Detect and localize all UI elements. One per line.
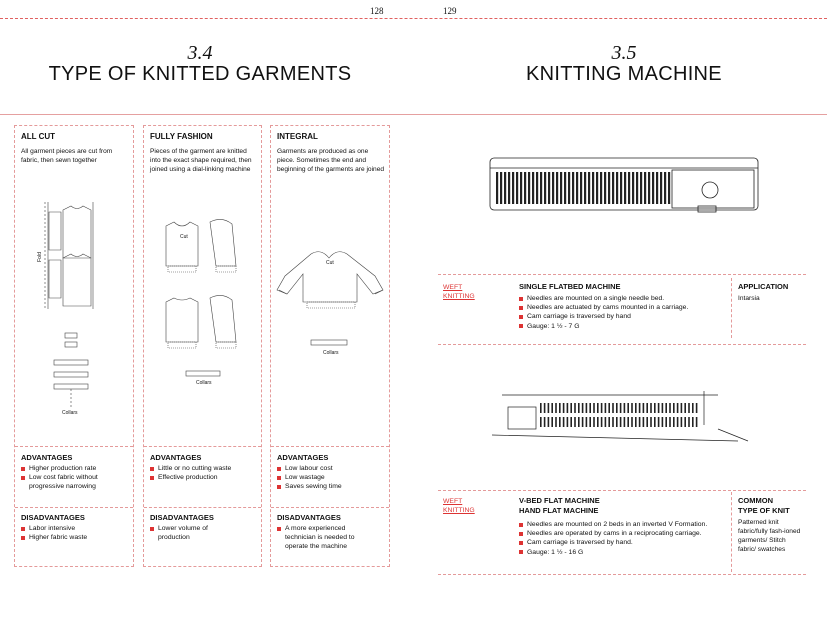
needle-stripe <box>616 417 618 427</box>
needle-stripe <box>600 172 602 204</box>
needle-stripe <box>574 403 576 413</box>
needle-stripe <box>644 172 646 204</box>
machine-1-bullets <box>519 294 729 331</box>
needle-stripe <box>548 417 550 427</box>
page-number-right: 129 <box>443 6 457 16</box>
category-line: KNITTING <box>443 507 475 514</box>
needle-stripe <box>608 172 610 204</box>
list-item: Saves sewing time <box>277 482 385 491</box>
list-item: Gauge: 1 ½ - 7 G <box>519 322 729 331</box>
needle-stripe <box>508 172 510 204</box>
machine-1-bottom-divider <box>438 344 806 345</box>
needle-stripe <box>540 403 542 413</box>
needle-stripe <box>555 403 557 413</box>
disadvantages-heading: DISADVANTAGES <box>21 513 85 522</box>
card-fully-fashion <box>143 125 262 567</box>
v-bed-flat-machine-illustration <box>488 385 768 450</box>
needle-stripe <box>662 417 664 427</box>
needle-stripe <box>635 417 637 427</box>
section-title-right: KNITTING MACHINE <box>526 63 722 85</box>
disadvantages-list <box>150 524 240 542</box>
machine-2-bottom-divider <box>438 574 806 575</box>
divider <box>15 507 133 508</box>
needle-stripe <box>673 403 675 413</box>
divider <box>144 446 261 447</box>
needle-stripe <box>589 417 591 427</box>
needle-stripe <box>536 172 538 204</box>
needle-stripe <box>684 417 686 427</box>
advantages-list <box>277 464 385 492</box>
needle-stripe <box>669 403 671 413</box>
needle-stripe <box>688 417 690 427</box>
list-item: Needles are mounted on a single needle bed. <box>519 294 729 303</box>
needle-stripe <box>631 417 633 427</box>
needle-stripe <box>578 417 580 427</box>
needle-stripe <box>646 403 648 413</box>
needle-stripe <box>516 172 518 204</box>
needle-stripe <box>544 172 546 204</box>
needle-stripe <box>512 172 514 204</box>
needle-stripe <box>524 172 526 204</box>
needle-stripe <box>551 417 553 427</box>
needle-stripe <box>624 403 626 413</box>
needle-stripe <box>593 417 595 427</box>
advantages-heading: ADVANTAGES <box>21 453 73 462</box>
needle-stripe <box>586 417 588 427</box>
advantages-list <box>150 464 258 482</box>
needle-stripe <box>601 417 603 427</box>
needle-stripe <box>576 172 578 204</box>
list-item: Labor intensive <box>21 524 129 533</box>
advantages-list <box>21 464 129 492</box>
needle-stripe <box>681 403 683 413</box>
list-item: Needles are operated by cams in a reciprocating carriage. <box>519 529 731 538</box>
card-description: Garments are produced as one piece. Sometimes the end and beginning of the garments are joined <box>277 148 385 173</box>
needle-stripe <box>578 403 580 413</box>
needle-stripe <box>560 172 562 204</box>
machine-1-side-divider <box>731 278 732 338</box>
needle-stripe <box>552 172 554 204</box>
title-line: COMMON <box>738 496 773 505</box>
needle-stripe <box>500 172 502 204</box>
needle-stripe <box>540 417 542 427</box>
needle-stripe <box>551 403 553 413</box>
needle-stripe <box>608 403 610 413</box>
needle-stripe <box>532 172 534 204</box>
needle-stripe <box>563 403 565 413</box>
list-item: Lower volume of production <box>150 524 240 542</box>
title-line: HAND FLAT MACHINE <box>519 506 599 515</box>
needle-stripe <box>616 172 618 204</box>
needle-stripe <box>656 172 658 204</box>
machine-2-side-divider <box>731 492 732 572</box>
needle-stripe <box>620 172 622 204</box>
needle-stripe <box>635 403 637 413</box>
needle-stripe <box>592 172 594 204</box>
top-rule <box>0 18 827 19</box>
needle-stripe <box>628 172 630 204</box>
needle-stripe <box>556 172 558 204</box>
needle-stripe <box>612 172 614 204</box>
needle-stripe <box>555 417 557 427</box>
cut-label: Cut <box>326 260 334 266</box>
needle-stripe <box>570 403 572 413</box>
title-line: TYPE OF KNIT <box>738 506 790 515</box>
needle-stripe <box>605 403 607 413</box>
card-title: FULLY FASHION <box>150 132 213 141</box>
card-integral <box>270 125 390 567</box>
needle-stripe <box>646 417 648 427</box>
needle-stripe <box>681 417 683 427</box>
list-item: Cam carriage is traversed by hand. <box>519 538 731 547</box>
needle-stripe <box>660 172 662 204</box>
needle-stripe <box>677 403 679 413</box>
list-item: Little or no cutting waste <box>150 464 258 473</box>
card-description: All garment pieces are cut from fabric, then sewn together <box>21 148 113 164</box>
needle-stripe <box>627 417 629 427</box>
machine-1-side-text: Intarsia <box>738 295 760 302</box>
list-item: Higher production rate <box>21 464 129 473</box>
needle-stripe <box>650 417 652 427</box>
needle-stripe <box>496 172 498 204</box>
machine-1-side-title: APPLICATION <box>738 282 789 291</box>
category-line: WEFT <box>443 284 463 291</box>
list-item: Low wastage <box>277 473 385 482</box>
list-item: Needles are actuated by cams mounted in a carriage. <box>519 303 729 312</box>
needle-stripe <box>597 417 599 427</box>
needle-stripe <box>624 417 626 427</box>
divider <box>144 507 261 508</box>
needle-stripe <box>688 403 690 413</box>
list-item: Higher fabric waste <box>21 533 129 542</box>
needle-stripe <box>620 403 622 413</box>
needle-stripe <box>593 403 595 413</box>
needle-stripe <box>631 403 633 413</box>
needle-stripe <box>548 403 550 413</box>
needle-stripe <box>643 403 645 413</box>
card-title: ALL CUT <box>21 132 56 141</box>
needle-stripe <box>662 403 664 413</box>
needle-stripe <box>636 172 638 204</box>
needle-stripe <box>624 172 626 204</box>
machine-2-title <box>519 496 600 516</box>
collars-label: Collars <box>62 410 78 416</box>
list-item: Needles are mounted on 2 beds in an inverted V Formation. <box>519 520 731 529</box>
disadvantages-heading: DISADVANTAGES <box>150 513 214 522</box>
needle-stripe <box>658 403 660 413</box>
needle-stripe <box>604 172 606 204</box>
needle-stripe <box>665 403 667 413</box>
needle-stripe <box>548 172 550 204</box>
machine-2-category[interactable] <box>443 497 475 515</box>
needle-stripe <box>612 403 614 413</box>
collars-label: Collars <box>323 350 339 356</box>
needle-stripe <box>654 403 656 413</box>
needle-stripe <box>570 417 572 427</box>
section-title-left: TYPE OF KNITTED GARMENTS <box>48 63 352 85</box>
needle-stripe <box>504 172 506 204</box>
needle-stripe <box>616 403 618 413</box>
needle-stripe <box>692 417 694 427</box>
needle-stripe <box>601 403 603 413</box>
card-all-cut <box>14 125 134 567</box>
needle-stripe <box>665 417 667 427</box>
needle-stripe <box>588 172 590 204</box>
cut-label: Cut <box>180 234 188 240</box>
list-item: Low labour cost <box>277 464 385 473</box>
needle-stripe <box>586 403 588 413</box>
header-divider <box>0 114 827 115</box>
disadvantages-list <box>277 524 372 552</box>
needle-stripe <box>673 417 675 427</box>
needle-stripe <box>567 403 569 413</box>
needle-stripe <box>597 403 599 413</box>
category-line: KNITTING <box>443 293 475 300</box>
needle-stripe <box>692 403 694 413</box>
needle-stripe <box>605 417 607 427</box>
needle-stripe <box>668 172 670 204</box>
needle-stripe <box>648 172 650 204</box>
disadvantages-heading: DISADVANTAGES <box>277 513 341 522</box>
category-line: WEFT <box>443 498 463 505</box>
needle-stripe <box>627 403 629 413</box>
needle-stripe <box>520 172 522 204</box>
needle-stripe <box>582 417 584 427</box>
needle-stripe <box>664 172 666 204</box>
needle-stripe <box>589 403 591 413</box>
all-cut-illustration <box>15 126 135 426</box>
needle-stripe <box>563 417 565 427</box>
advantages-heading: ADVANTAGES <box>150 453 202 462</box>
machine-1-top-divider <box>438 274 806 275</box>
needle-stripe <box>643 417 645 427</box>
list-item: Effective production <box>150 473 258 482</box>
needle-stripe <box>564 172 566 204</box>
needle-stripe <box>582 403 584 413</box>
machine-2-top-divider <box>438 490 806 491</box>
needle-stripe <box>620 417 622 427</box>
list-item: Cam carriage is traversed by hand <box>519 312 729 321</box>
needle-stripe <box>544 403 546 413</box>
list-item: A more experienced technician is needed to operate the machine <box>277 524 372 552</box>
machine-2-side-title <box>738 496 790 516</box>
needle-stripe <box>528 172 530 204</box>
machine-2-side-text: Patterned knit fabric/fully fash-ioned garments/ Stitch fabric/ swatches <box>738 519 801 553</box>
card-description: Pieces of the garment are knitted into the exact shape required, then joined using a dial-linking machine <box>150 148 252 173</box>
needle-stripe <box>669 417 671 427</box>
needle-stripe <box>677 417 679 427</box>
needle-stripe <box>572 172 574 204</box>
divider <box>271 507 389 508</box>
needle-stripe <box>580 172 582 204</box>
machine-2-bullets <box>519 520 731 557</box>
needle-stripe <box>567 417 569 427</box>
needle-stripe <box>640 172 642 204</box>
needle-stripe <box>696 417 698 427</box>
single-flatbed-machine-illustration <box>488 150 768 220</box>
needle-stripe <box>658 417 660 427</box>
machine-1-category[interactable] <box>443 283 475 301</box>
needle-stripe <box>544 417 546 427</box>
title-line: V-BED FLAT MACHINE <box>519 496 600 505</box>
section-number-right: 3.5 <box>611 42 637 64</box>
needle-stripe <box>596 172 598 204</box>
collars-label: Collars <box>196 380 212 386</box>
needle-stripe <box>584 172 586 204</box>
needle-stripe <box>652 172 654 204</box>
needle-stripe <box>568 172 570 204</box>
needle-stripe <box>608 417 610 427</box>
machine-1-title: SINGLE FLATBED MACHINE <box>519 282 621 291</box>
needle-stripe <box>632 172 634 204</box>
card-title: INTEGRAL <box>277 132 318 141</box>
needle-stripe <box>612 417 614 427</box>
section-number-left: 3.4 <box>187 42 213 64</box>
advantages-heading: ADVANTAGES <box>277 453 329 462</box>
needle-stripe <box>639 403 641 413</box>
needle-stripe <box>696 403 698 413</box>
needle-stripe <box>654 417 656 427</box>
needle-stripe <box>684 403 686 413</box>
needle-stripe <box>559 403 561 413</box>
needle-stripe <box>650 403 652 413</box>
integral-illustration <box>271 126 391 426</box>
fold-label: Fold <box>36 252 43 262</box>
needle-stripe <box>559 417 561 427</box>
divider <box>271 446 389 447</box>
list-item: Low cost fabric without progressive narrowing <box>21 473 129 491</box>
needle-stripe <box>639 417 641 427</box>
list-item: Gauge: 1 ½ - 16 G <box>519 548 731 557</box>
divider <box>15 446 133 447</box>
needle-stripe <box>540 172 542 204</box>
disadvantages-list <box>21 524 129 542</box>
page-number-left: 128 <box>370 6 384 16</box>
needle-stripe <box>574 417 576 427</box>
